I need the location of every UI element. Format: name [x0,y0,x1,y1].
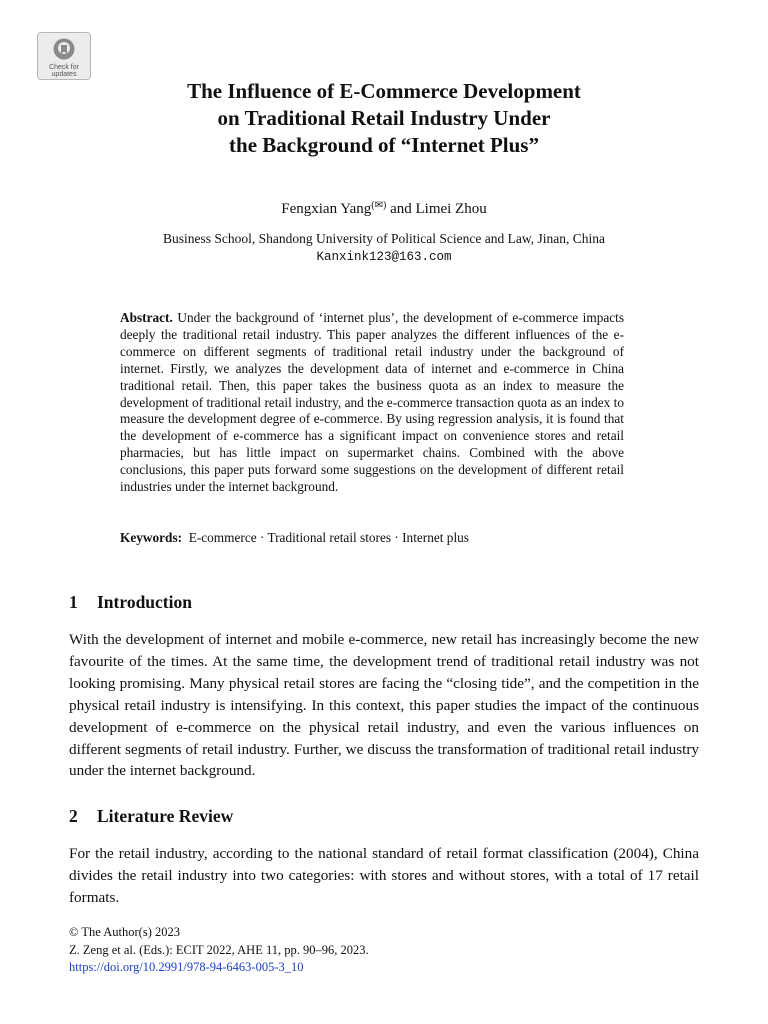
copyright: © The Author(s) 2023 [69,925,180,939]
author-connector: and [386,201,416,217]
section-title: Literature Review [97,806,234,826]
keywords-text: E-commerce · Traditional retail stores · Internet plus [188,530,469,545]
section-number: 2 [69,806,78,826]
citation: Z. Zeng et al. (Eds.): ECIT 2022, AHE 11, pp. 90–96, 2023. [69,942,369,957]
bookmark-icon [52,37,76,63]
title-line-3: the Background of “Internet Plus” [229,133,539,157]
corresponding-author-mail-icon[interactable]: (✉) [371,200,387,211]
section-number: 1 [69,592,78,612]
section-heading-literature-review [69,805,699,827]
literature-review-paragraph: For the retail industry, according to the national standard of retail format classification (2004), China divides the retail industry into two categories: with stores and without stores, with a total of 17 retail formats. [69,845,699,906]
footer [69,924,699,977]
author-name: Limei Zhou [415,201,487,217]
affiliation: Business School, Shandong University of Political Science and Law, Jinan, China [163,231,605,246]
author-email[interactable]: Kanxink123@163.com [316,250,452,264]
author-name: Fengxian Yang [281,201,372,217]
abstract-text: Under the background of ‘internet plus’, the development of e-commerce impacts deeply the traditional retail industry. This paper analyzes the different influences of the e-commerce on different segments of traditional retail industry under the background of internet. Firstly, we analyzes the development data of internet and e-commerce in China traditional retail. Then, this paper takes the business quota as an index to measure the development of traditional retail industry, and the e-commerce transaction quota as an index to measure the development degree of e-commerce. By using regression analysis, it is found that the development of e-commerce has a significant impact on convenience stores and retail pharmacies, but has little impact on supermarket chains. Combined with the above conclusions, this paper puts forward some suggestions on the development of different retail industries under the internet background. [120,310,625,495]
paper-title [90,78,678,159]
abstract [120,310,624,496]
keywords [120,529,624,547]
introduction-paragraph: With the development of internet and mobile e-commerce, new retail has increasingly become the new favourite of the times. At the same time, the development trend of traditional retail industry was not looking promising. Many physical retail stores are facing the “closing tide”, and the competition in the physical retail industry is intensifying. In this context, this paper studies the impact of the continuous development of e-commerce on the physical retail industry, and even the various influences on different segments of retail industry. Further, we discuss the transformation of traditional retail industry under the internet background. [69,631,699,780]
title-line-1: The Influence of E-Commerce Development [187,79,581,103]
keywords-label: Keywords: [120,530,183,545]
abstract-label: Abstract. [120,310,173,325]
check-for-updates-badge[interactable] [37,32,91,80]
section-title: Introduction [97,592,192,612]
title-line-2: on Traditional Retail Industry Under [217,106,551,130]
section-heading-introduction [69,591,699,613]
badge-label: Check for updates [49,64,79,78]
author-list [90,196,678,219]
doi-link[interactable]: https://doi.org/10.2991/978-94-6463-005-3_10 [69,960,304,974]
